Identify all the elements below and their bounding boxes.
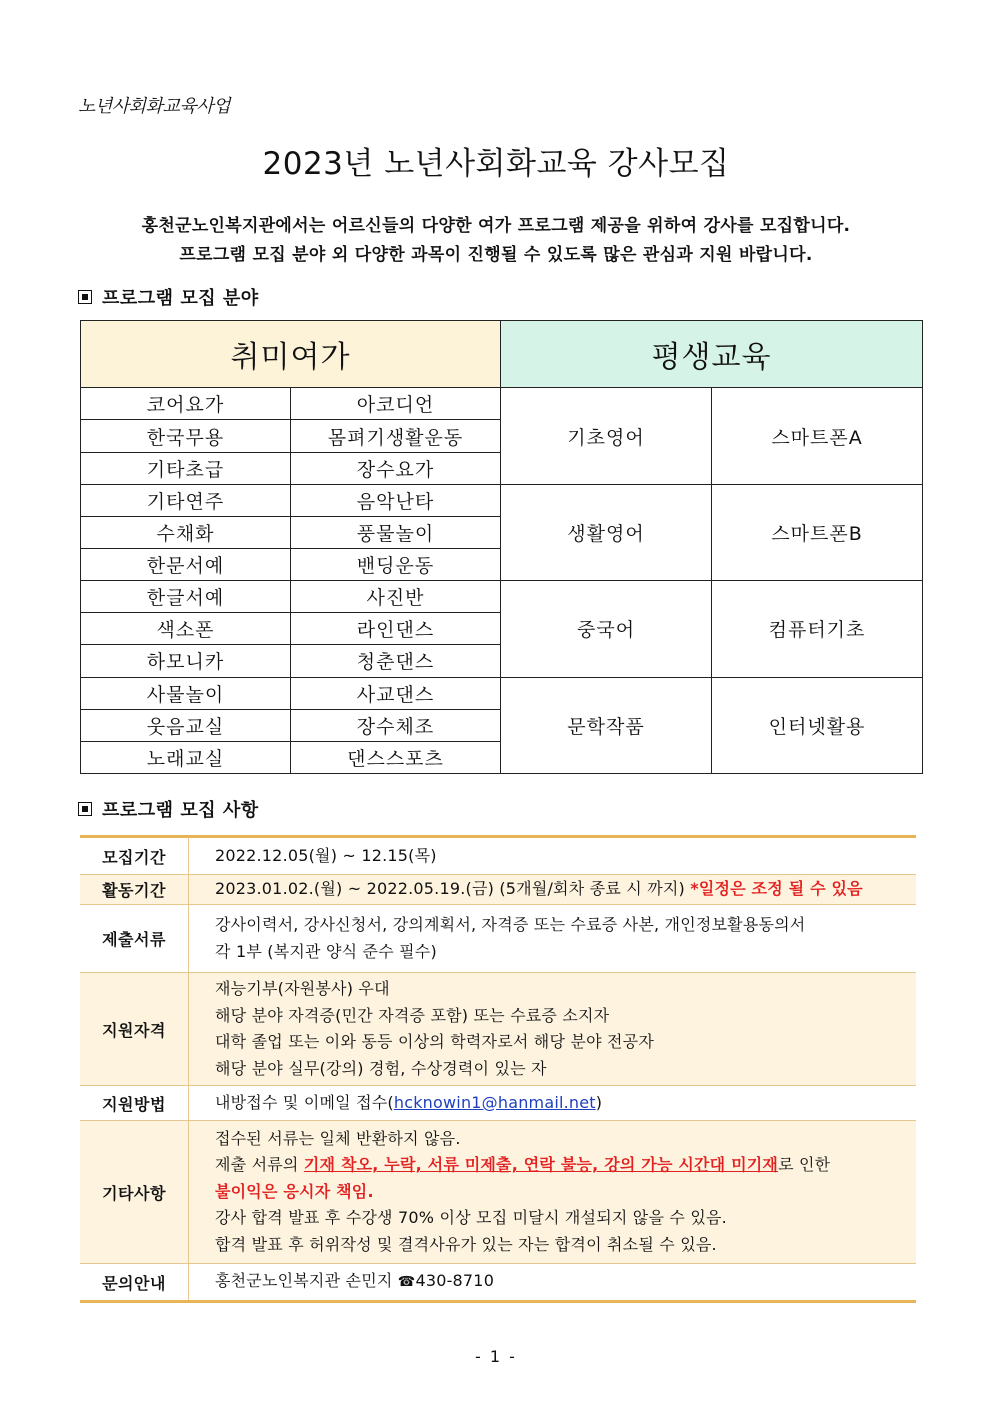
contact-name: 홍천군노인복지관 손민지 (215, 1271, 398, 1291)
edu-header: 평생교육 (501, 321, 923, 388)
docs-label: 제출서류 (80, 905, 189, 973)
etc-text: 로 인한 (778, 1155, 831, 1175)
hobby-cell: 청춘댄스 (291, 645, 501, 677)
hobby-cell: 아코디언 (291, 388, 501, 420)
intro-line-1: 홍천군노인복지관에서는 어르신들의 다양한 여가 프로그램 제공을 위하여 강사를 모집합니다. (141, 216, 851, 236)
hobby-cell: 몸펴기생활운동 (291, 420, 501, 452)
hobby-cell: 장수요가 (291, 452, 501, 484)
etc-line (215, 1152, 916, 1179)
hobby-cell: 음악난타 (291, 484, 501, 516)
activity-label: 활동기간 (80, 875, 189, 905)
period-value: 2022.12.05(월) ~ 12.15(목) (189, 837, 917, 875)
section-heading-details (78, 796, 259, 822)
hobby-cell: 사교댄스 (291, 677, 501, 709)
method-value (189, 1086, 917, 1121)
section-title: 프로그램 모집 분야 (102, 288, 259, 309)
program-fields-table (80, 320, 923, 774)
period-label: 모집기간 (80, 837, 189, 875)
method-label: 지원방법 (80, 1086, 189, 1121)
etc-warning: 기재 착오, 누락, 서류 미제출, 연락 불능, 강의 가능 시간대 미기재 (303, 1155, 779, 1175)
hobby-cell: 사진반 (291, 581, 501, 613)
hobby-cell: 하모니카 (81, 645, 291, 677)
edu-cell: 스마트폰B (712, 484, 923, 580)
qualification-line: 대학 졸업 또는 이와 동등 이상의 학력자로서 해당 분야 전공자 (215, 1032, 654, 1051)
edu-cell: 컴퓨터기초 (712, 581, 923, 677)
intro-line-2: 프로그램 모집 분야 외 다양한 과목이 진행될 수 있도록 많은 관심과 지원 바랍니다. (179, 245, 813, 265)
etc-line: 강사 합격 발표 후 수강생 70% 이상 모집 미달시 개설되지 않을 수 있음. (215, 1208, 727, 1228)
edu-cell: 인터넷활용 (712, 677, 923, 773)
phone-icon: ☎ (397, 1274, 416, 1291)
hobby-cell: 색소폰 (81, 613, 291, 645)
hobby-cell: 기타초급 (81, 452, 291, 484)
activity-value (189, 875, 917, 905)
contact-phone: 430-8710 (415, 1271, 495, 1291)
hobby-cell: 한국무용 (81, 420, 291, 452)
contact-value (189, 1264, 917, 1302)
section-heading-fields (78, 284, 259, 310)
method-text: 내방접수 및 이메일 접수( (215, 1092, 394, 1112)
recruitment-details-table (80, 835, 916, 1303)
hobby-cell: 코어요가 (81, 388, 291, 420)
hobby-cell: 웃음교실 (81, 709, 291, 741)
hobby-cell: 사물놀이 (81, 677, 291, 709)
hobby-cell: 풍물놀이 (291, 516, 501, 548)
qualification-value (189, 973, 917, 1086)
hobby-cell: 한글서예 (81, 581, 291, 613)
edu-cell: 스마트폰A (712, 388, 923, 484)
header-label: 노년사회화교육사업 (78, 96, 230, 117)
docs-line: 강사이력서, 강사신청서, 강의계획서, 자격증 또는 수료증 사본, 개인정보활용동의서 (215, 915, 806, 934)
hobby-header: 취미여가 (81, 321, 501, 388)
contact-label: 문의안내 (80, 1264, 189, 1302)
hobby-cell: 기타연주 (81, 484, 291, 516)
square-bullet-icon (78, 290, 92, 304)
hobby-cell: 장수체조 (291, 709, 501, 741)
page-title: 2023년 노년사회화교육 강사모집 (262, 146, 730, 182)
hobby-cell: 수채화 (81, 516, 291, 548)
edu-cell: 기초영어 (501, 388, 712, 484)
hobby-cell: 한문서예 (81, 549, 291, 581)
hobby-cell: 밴딩운동 (291, 549, 501, 581)
etc-line: 합격 발표 후 허위작성 및 결격사유가 있는 자는 합격이 취소될 수 있음. (215, 1234, 717, 1254)
etc-label: 기타사항 (80, 1121, 189, 1264)
hobby-cell: 댄스스포츠 (291, 741, 501, 773)
qualification-line: 해당 분야 실무(강의) 경험, 수상경력이 있는 자 (215, 1058, 547, 1078)
edu-cell: 문학작품 (501, 677, 712, 773)
hobby-cell: 노래교실 (81, 741, 291, 773)
etc-value (189, 1121, 917, 1264)
hobby-cell: 라인댄스 (291, 613, 501, 645)
edu-cell: 중국어 (501, 581, 712, 677)
section-title: 프로그램 모집 사항 (102, 800, 259, 821)
qualification-line: 재능기부(자원봉사) 우대 (215, 979, 390, 998)
etc-text: 제출 서류의 (215, 1155, 304, 1175)
email-link[interactable]: hcknowin1@hanmail.net (393, 1092, 596, 1112)
page-number: - 1 - (475, 1347, 517, 1366)
activity-note: *일정은 조정 될 수 있음 (690, 879, 863, 899)
qualification-line: 해당 분야 자격증(민간 자격증 포함) 또는 수료증 소지자 (215, 1005, 610, 1025)
square-bullet-icon (78, 802, 92, 816)
etc-line: 접수된 서류는 일체 반환하지 않음. (215, 1128, 461, 1148)
edu-cell: 생활영어 (501, 484, 712, 580)
etc-line-warning: 불이익은 응시자 책임. (215, 1181, 374, 1201)
activity-dates: 2023.01.02.(월) ~ 2022.05.19.(금) (5개월/회차 종료 시 까지) (215, 879, 691, 899)
docs-value (189, 905, 917, 973)
docs-line: 각 1부 (복지관 양식 준수 필수) (215, 941, 437, 961)
method-text-end: ) (595, 1092, 603, 1112)
qualification-label: 지원자격 (80, 973, 189, 1086)
